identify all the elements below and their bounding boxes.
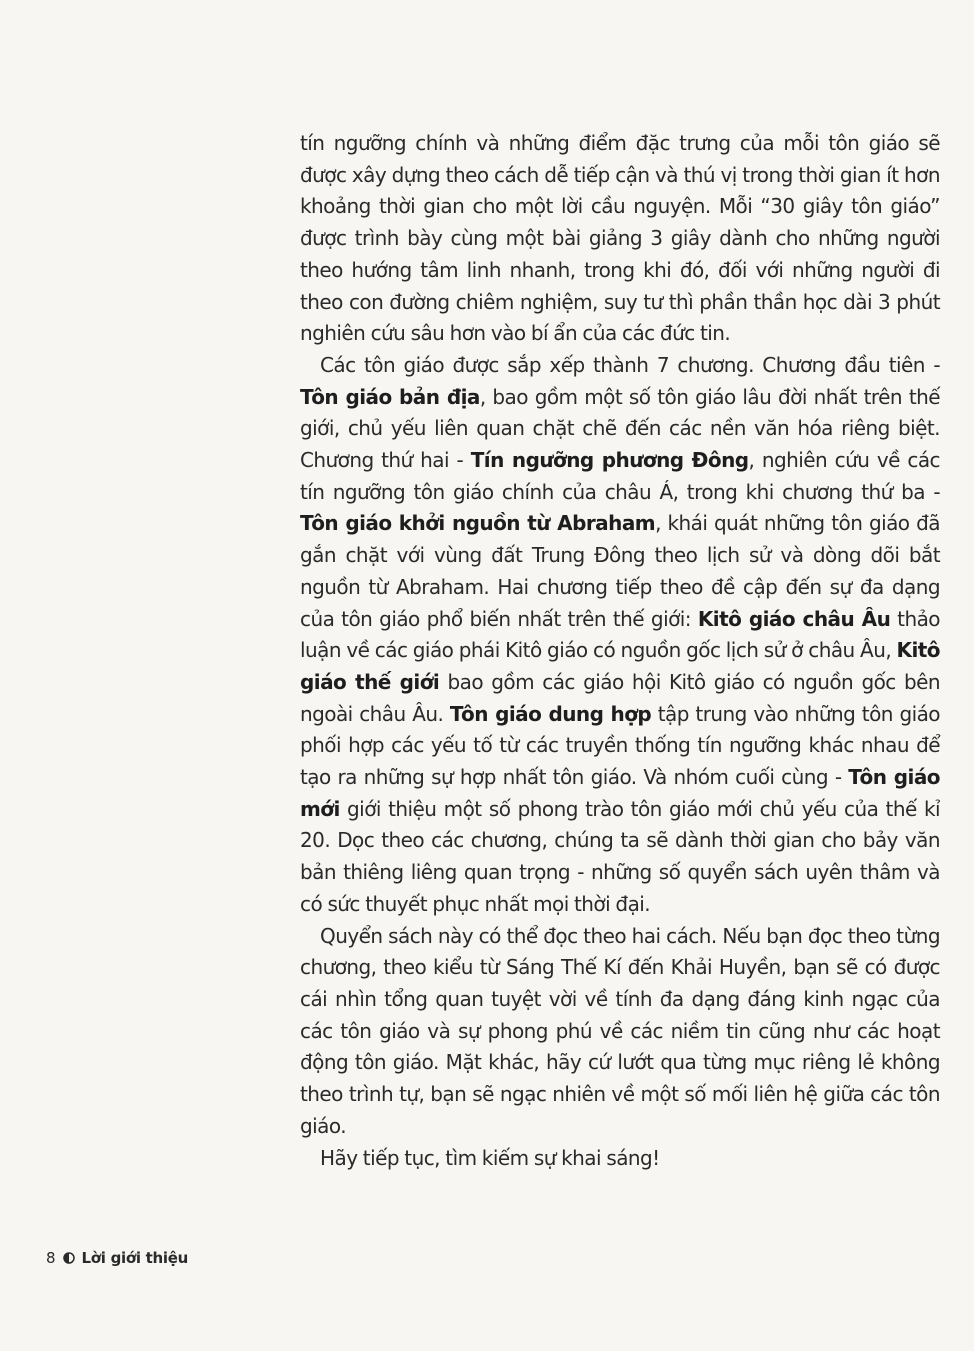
paragraph-2-text-6: bao gồm các giáo hội Kitô giáo có nguồn gốc bên ngoài châu Âu. [300, 669, 940, 726]
chapter-european-christianity: Kitô giáo châu Âu [697, 606, 891, 631]
chapter-indigenous: Tôn giáo bản địa [300, 384, 480, 409]
half-circle-icon [63, 1252, 75, 1264]
chapter-world-christianity: Kitô giáo thế giới [300, 638, 940, 694]
section-title: Lời giới thiệu [81, 1249, 188, 1267]
chapter-syncretic: Tôn giáo dung hợp [449, 701, 652, 726]
chapter-new-religions: Tôn giáo mới [300, 765, 941, 821]
paragraph-1: tín ngưỡng chính và những điểm đặc trưng của mỗi tôn giáo sẽ được xây dựng theo cách dễ tiếp cận và thú vị trong thời gian ít hơn khoảng thời gian cho một lời cầu nguyện. Mỗi “30 giây tôn giáo” được trình bày cùng một bài giảng 3 giây dành cho những người theo hướng tâm linh nhanh, trong khi đó, đối với những người đi theo con đường chiêm nghiệm, suy tư thì phần thần học dài 3 phút nghiên cứu sâu hơn vào bí ẩn của các đức tin. [300, 131, 940, 346]
paragraph-2-text-5: thảo luận về các giáo phái Kitô giáo có nguồn gốc lịch sử ở châu Âu, [300, 606, 940, 663]
paragraph-2-text-3: , nghiên cứu về các tín ngưỡng tôn giáo chính của châu Á, trong khi chương thứ ba - [300, 448, 940, 504]
body-text [300, 128, 940, 1174]
chapter-abrahamic: Tôn giáo khởi nguồn từ Abraham [300, 511, 656, 536]
paragraph-2-text-7: tập trung vào những tôn giáo phối hợp các yếu tố từ các truyền thống tín ngưỡng khác nhau để tạo ra những sự hợp nhất tôn giáo. Và nhóm cuối cùng - [300, 701, 940, 790]
page-number: 8 [46, 1249, 56, 1267]
paragraph-2-text-2: , bao gồm một số tôn giáo lâu đời nhất trên thế giới, chủ yếu liên quan chặt chẽ đến các nền văn hóa riêng biệt. Chương thứ hai - [300, 384, 940, 473]
paragraph-4: Hãy tiếp tục, tìm kiếm sự khai sáng! [320, 1145, 660, 1170]
page-footer [46, 1249, 188, 1267]
paragraph-2-text-1: Các tôn giáo được sắp xếp thành 7 chương. Chương đầu tiên - [320, 352, 940, 377]
chapter-eastern: Tín ngưỡng phương Đông [470, 448, 749, 473]
paragraph-2-text-4: , khái quát những tôn giáo đã gắn chặt với vùng đất Trung Đông theo lịch sử và dòng dõi bắt nguồn từ Abraham. Hai chương tiếp theo đề cập đến sự đa dạng của tôn giáo phổ biến nhất trên thế giới: [300, 511, 940, 631]
paragraph-3: Quyển sách này có thể đọc theo hai cách. Nếu bạn đọc theo từng chương, theo kiểu từ Sáng Thế Kí đến Khải Huyền, bạn sẽ có được cái nhìn tổng quan tuyệt vời về tính đa dạng đáng kinh ngạc của các tôn giáo và sự phong phú về các niềm tin cũng như các hoạt động tôn giáo. Mặt khác, hãy cứ lướt qua từng mục riêng lẻ không theo trình tự, bạn sẽ ngạc nhiên về một số mối liên hệ giữa các tôn giáo. [300, 923, 940, 1138]
paragraph-2 [300, 350, 940, 921]
paragraph-2-text-8: giới thiệu một số phong trào tôn giáo mới chủ yếu của thế kỉ 20. Dọc theo các chương, chúng ta sẽ dành thời gian cho bảy văn bản thiêng liêng quan trọng - những số quyển sách uyên thâm và có sức thuyết phục nhất mọi thời đại. [300, 796, 940, 916]
